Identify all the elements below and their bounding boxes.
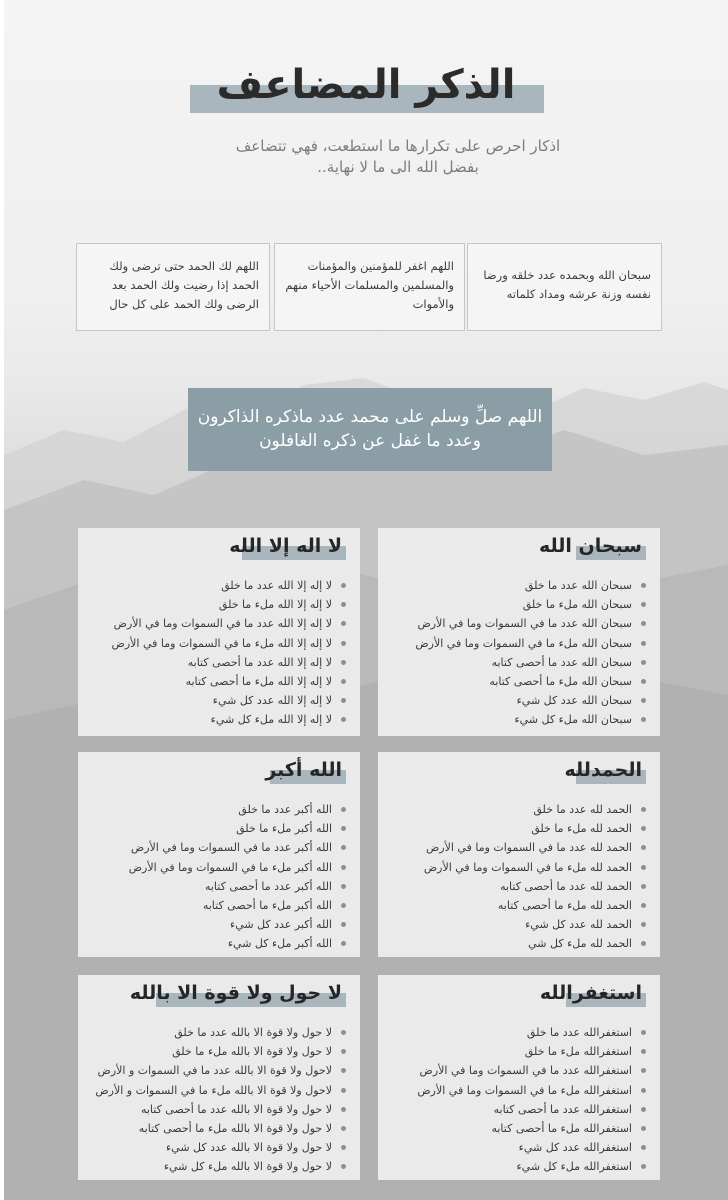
bullet-dot-icon [641,1107,646,1112]
dhikr-text: الله أكبر عدد كل شيء [230,918,332,932]
dhikr-text: سبحان الله عدد كل شيء [516,694,632,708]
dhikr-text: الحمد لله ملء كل شي [528,937,632,951]
dhikr-text: سبحان الله عدد ما في السموات وما في الأرض [417,617,632,631]
bullet-dot-icon [341,660,346,665]
bullet-dot-icon [641,826,646,831]
dhikr-list-item [88,1157,348,1176]
dhikr-list-item [388,691,648,710]
dhikr-list-item [388,1138,648,1157]
dhikr-list-item [88,1042,348,1061]
dhikr-text: استغفرالله ملء ما أحصى كتابه [491,1121,632,1135]
dhikr-list-item [388,858,648,877]
bullet-dot-icon [341,583,346,588]
card-astaghfirullah [378,975,660,1180]
bullet-dot-icon [641,1030,646,1035]
dhikr-list-item [388,595,648,614]
bullet-dot-icon [641,1088,646,1093]
dhikr-text: الحمد لله عدد ما في السموات وما في الأرض [425,841,632,855]
bullet-dot-icon [641,1145,646,1150]
dhikr-list-item [88,1061,348,1080]
dhikr-list-item [88,653,348,672]
card-title: استغفرالله [539,982,642,1004]
dhikr-list-item [388,896,648,915]
dhikr-list-item [388,934,648,953]
bullet-dot-icon [641,698,646,703]
dhikr-text: الحمد لله ملء ما خلق [531,822,632,836]
dhikr-list-item [388,800,648,819]
dhikr-text: لا حول ولا قوة الا بالله عدد كل شيء [165,1141,332,1155]
bullet-dot-icon [341,826,346,831]
dhikr-text: استغفرالله عدد ما في السموات وما في الأرض [419,1064,632,1078]
dhikr-text: الله أكبر عدد ما في السموات وما في الأرض [130,841,332,855]
dhikr-list-item [388,576,648,595]
dhikr-list-item [388,1157,648,1176]
dhikr-list-item [88,691,348,710]
dhikr-list-item [88,1119,348,1138]
bullet-dot-icon [641,1049,646,1054]
dhikr-text: الله أكبر عدد ما خلق [238,803,332,816]
dhikr-text: الله أكبر عدد ما أحصى كتابه [204,879,332,893]
dhikr-list-item [388,1119,648,1138]
dhikr-text: لا إله إلا الله عدد ما في السموات وما في الأرض [113,617,332,631]
bullet-dot-icon [641,717,646,722]
bullet-dot-icon [641,903,646,908]
dhikr-list-item [388,672,648,691]
dhikr-text: الحمد لله عدد ما أحصى كتابه [500,879,632,893]
bullet-dot-icon [341,1088,346,1093]
dhikr-list-item [388,915,648,934]
salawat-banner: اللهم صلِّ وسلم على محمد عدد ماذكره الذاكرون وعدد ما غفل عن ذكره الغافلون [188,388,552,471]
dhikr-list-item [88,576,348,595]
dhikr-list-item [388,838,648,857]
bullet-dot-icon [641,602,646,607]
dhikr-list [388,576,648,730]
dhikr-text: لا حول ولا قوة الا بالله ملء ما خلق [172,1045,332,1059]
dhikr-list-item [88,634,348,653]
dhikr-text: لا إله إلا الله ملء ما خلق [218,598,332,612]
dhikr-box-hamd-hatta-tarda: اللهم لك الحمد حتى ترضى ولك الحمد إذا رضيت ولك الحمد بعد الرضى ولك الحمد على كل حال [76,243,270,331]
card-header [88,528,348,576]
bullet-dot-icon [641,807,646,812]
bullet-dot-icon [641,660,646,665]
bullet-dot-icon [341,1030,346,1035]
dhikr-text: استغفرالله ملء ما في السموات وما في الأرض [417,1083,632,1097]
dhikr-list [88,576,348,730]
card-header [88,975,348,1023]
page-title: الذكر المضاعف [216,62,516,108]
dhikr-list-item [88,934,348,953]
bullet-dot-icon [341,698,346,703]
bullet-dot-icon [341,602,346,607]
bullet-dot-icon [341,641,346,646]
card-allahu-akbar [78,752,360,957]
dhikr-list-item [388,1100,648,1119]
dhikr-list-item [388,877,648,896]
bullet-dot-icon [341,865,346,870]
dhikr-text: الله أكبر ملء كل شيء [227,937,332,951]
dhikr-list [388,1023,648,1177]
dhikr-list-item [88,1100,348,1119]
dhikr-text: الحمد لله ملء ما في السموات وما في الأرض [423,860,632,874]
dhikr-list [388,800,648,954]
dhikr-list-item [88,595,348,614]
dhikr-list-item [388,634,648,653]
bullet-dot-icon [341,941,346,946]
bullet-dot-icon [641,941,646,946]
card-la-ilaha-illa-allah [78,528,360,736]
dhikr-text: سبحان الله ملء ما أحصى كتابه [489,674,632,688]
dhikr-text: الحمد لله عدد ما خلق [533,803,632,816]
card-title: لا حول ولا قوة الا بالله [129,982,342,1004]
card-title: الله أكبر [265,759,342,781]
dhikr-text: استغفرالله عدد ما خلق [526,1026,632,1039]
dhikr-text: لا حول ولا قوة الا بالله عدد ما أحصى كتابه [140,1102,332,1116]
dhikr-text: استغفرالله عدد ما أحصى كتابه [493,1102,632,1116]
dhikr-text: استغفرالله عدد كل شيء [518,1141,632,1155]
bullet-dot-icon [341,845,346,850]
dhikr-text: لا حول ولا قوة الا بالله ملء كل شيء [163,1160,332,1174]
dhikr-box-subhan-wa-bihamdih: سبحان الله وبحمده عدد خلقه ورضا نفسه وزنة عرشه ومداد كلماته [467,243,662,331]
page-header [4,62,728,122]
bullet-dot-icon [341,922,346,927]
dhikr-text: لا حول ولا قوة الا بالله ملء ما أحصى كتابه [138,1121,332,1135]
dhikr-text: الحمد لله عدد كل شيء [525,918,632,932]
dhikr-list-item [88,1023,348,1042]
dhikr-list-item [388,614,648,633]
dhikr-list-item [88,710,348,729]
bullet-dot-icon [341,1107,346,1112]
dhikr-list-item [388,653,648,672]
dhikr-text: الحمد لله ملء ما أحصى كتابه [497,898,632,912]
bullet-dot-icon [641,922,646,927]
bullet-dot-icon [641,1126,646,1131]
page-background [4,0,728,1200]
bullet-dot-icon [341,903,346,908]
dhikr-text: لا إله إلا الله عدد كل شيء [212,694,332,708]
dhikr-text: سبحان الله ملء ما في السموات وما في الأرض [415,636,632,650]
dhikr-text: سبحان الله عدد ما خلق [524,579,632,592]
dhikr-text: استغفرالله ملء كل شيء [516,1160,632,1174]
dhikr-list-item [88,1081,348,1100]
bullet-dot-icon [341,884,346,889]
bullet-dot-icon [341,679,346,684]
dhikr-list-item [88,614,348,633]
dhikr-text: سبحان الله ملء كل شيء [514,713,632,727]
dhikr-text: لا إله إلا الله ملء ما في السموات وما في الأرض [111,636,332,650]
bullet-dot-icon [341,717,346,722]
dhikr-text: استغفرالله ملء ما خلق [524,1045,632,1059]
card-header [388,528,648,576]
dhikr-list-item [388,1081,648,1100]
card-header [88,752,348,800]
dhikr-list-item [388,1061,648,1080]
dhikr-text: لا إله إلا الله ملء ما أحصى كتابه [185,674,332,688]
dhikr-list-item [88,877,348,896]
bullet-dot-icon [641,621,646,626]
bullet-dot-icon [641,583,646,588]
bullet-dot-icon [341,807,346,812]
dhikr-list-item [388,819,648,838]
bullet-dot-icon [341,1145,346,1150]
bullet-dot-icon [341,1049,346,1054]
bullet-dot-icon [341,1164,346,1169]
card-la-hawla-wala-quwwata [78,975,360,1180]
card-header [388,975,648,1023]
bullet-dot-icon [641,679,646,684]
dhikr-list-item [88,896,348,915]
dhikr-list-item [88,800,348,819]
dhikr-list-item [388,1042,648,1061]
dhikr-text: لاحول ولا قوة الا بالله ملء ما في السموات و الأرض [95,1083,332,1097]
card-alhamdulillah [378,752,660,957]
dhikr-text: الله أكبر ملء ما خلق [236,822,332,836]
dhikr-list-item [388,710,648,729]
bullet-dot-icon [641,865,646,870]
card-header [388,752,648,800]
bullet-dot-icon [641,1164,646,1169]
dhikr-text: الله أكبر ملء ما أحصى كتابه [202,898,332,912]
dhikr-text: سبحان الله عدد ما أحصى كتابه [491,655,632,669]
dhikr-list [88,1023,348,1177]
dhikr-list-item [88,1138,348,1157]
dhikr-box-istighfar-lil-muminin: اللهم اغفر للمؤمنين والمؤمنات والمسلمين والمسلمات الأحياء منهم والأموات [274,243,465,331]
dhikr-list-item [88,838,348,857]
card-subhan-allah [378,528,660,736]
card-title: سبحان الله [538,535,642,557]
bullet-dot-icon [641,1068,646,1073]
card-title: لا اله إلا الله [229,535,342,557]
dhikr-list-item [88,672,348,691]
dhikr-text: لا إله إلا الله ملء كل شيء [210,713,332,727]
dhikr-text: الله أكبر ملء ما في السموات وما في الأرض [128,860,332,874]
dhikr-list-item [88,915,348,934]
card-title: الحمدلله [564,759,642,781]
bullet-dot-icon [341,1126,346,1131]
bullet-dot-icon [341,1068,346,1073]
bullet-dot-icon [641,884,646,889]
dhikr-text: لا حول ولا قوة الا بالله عدد ما خلق [174,1026,332,1039]
dhikr-list-item [88,858,348,877]
dhikr-list-item [388,1023,648,1042]
dhikr-text: لا إله إلا الله عدد ما خلق [221,579,332,592]
dhikr-list-item [88,819,348,838]
dhikr-text: سبحان الله ملء ما خلق [522,598,632,612]
bullet-dot-icon [641,641,646,646]
dhikr-text: لا إله إلا الله عدد ما أحصى كتابه [187,655,332,669]
dhikr-text: لاحول ولا قوة الا بالله عدد ما في السموات و الأرض [97,1064,332,1078]
page-subtitle: اذكار احرص على تكرارها ما استطعت، فهي تتضاعف بفضل الله الى ما لا نهاية.. [235,137,561,176]
dhikr-list [88,800,348,954]
bullet-dot-icon [341,621,346,626]
bullet-dot-icon [641,845,646,850]
